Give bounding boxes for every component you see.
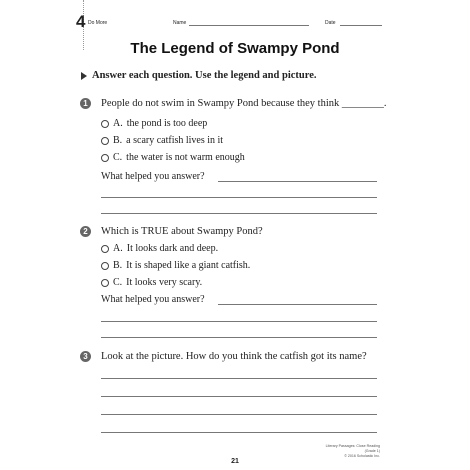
option-1b[interactable] xyxy=(101,135,223,146)
option-1c[interactable] xyxy=(101,152,245,163)
question-text: Look at the picture. How do you think the catfish got its name? xyxy=(101,351,367,362)
question-number-badge: 1 xyxy=(80,98,91,109)
answer-line[interactable] xyxy=(101,432,377,433)
option-letter: B. xyxy=(113,135,123,146)
option-2c[interactable] xyxy=(101,277,202,288)
option-text: It looks very scary. xyxy=(126,277,203,288)
question-number-badge: 2 xyxy=(80,226,91,237)
date-field-line[interactable] xyxy=(340,25,382,26)
option-letter: A. xyxy=(113,118,123,129)
radio-circle-icon[interactable] xyxy=(101,120,109,128)
radio-circle-icon[interactable] xyxy=(101,137,109,145)
option-1a[interactable] xyxy=(101,118,207,129)
page-number: 21 xyxy=(231,458,239,465)
radio-circle-icon[interactable] xyxy=(101,154,109,162)
option-letter: C. xyxy=(113,152,123,163)
name-field-line[interactable] xyxy=(189,25,309,26)
page-title: The Legend of Swampy Pond xyxy=(130,40,340,57)
option-text: a scary catfish lives in it xyxy=(126,135,224,146)
option-text: the water is not warm enough xyxy=(126,152,245,163)
copyright-line: © 2016 Scholastic Inc. xyxy=(344,454,380,458)
question-number-badge: 3 xyxy=(80,351,91,362)
answer-line[interactable] xyxy=(218,304,377,305)
arrow-right-icon xyxy=(81,72,87,80)
option-text: the pond is too deep xyxy=(126,118,208,129)
credit-line: Literary Passages: Close Reading (Grade 1) xyxy=(325,444,380,453)
instructions: Answer each question. Use the legend and picture. xyxy=(92,70,317,81)
option-text: It is shaped like a giant catfish. xyxy=(126,260,251,271)
question-text: Which is TRUE about Swampy Pond? xyxy=(101,226,263,237)
option-letter: B. xyxy=(113,260,123,271)
date-label: Date xyxy=(325,20,336,26)
question-text: People do not swim in Swampy Pond because they think ________. xyxy=(101,98,387,109)
answer-line[interactable] xyxy=(101,414,377,415)
lesson-tag: Do More xyxy=(88,20,108,26)
name-label: Name xyxy=(173,20,187,26)
answer-line[interactable] xyxy=(101,378,377,379)
lesson-number: 4 xyxy=(76,12,86,31)
radio-circle-icon[interactable] xyxy=(101,245,109,253)
option-letter: A. xyxy=(113,243,123,254)
answer-line[interactable] xyxy=(101,321,377,322)
option-2b[interactable] xyxy=(101,260,250,271)
answer-line[interactable] xyxy=(101,337,377,338)
option-text: It looks dark and deep. xyxy=(126,243,219,254)
answer-line[interactable] xyxy=(218,181,377,182)
followup-prompt: What helped you answer? xyxy=(101,171,205,182)
radio-circle-icon[interactable] xyxy=(101,279,109,287)
followup-prompt: What helped you answer? xyxy=(101,294,205,305)
answer-line[interactable] xyxy=(101,213,377,214)
answer-line[interactable] xyxy=(101,197,377,198)
option-letter: C. xyxy=(113,277,123,288)
credit-block xyxy=(320,444,380,459)
option-2a[interactable] xyxy=(101,243,218,254)
radio-circle-icon[interactable] xyxy=(101,262,109,270)
answer-line[interactable] xyxy=(101,396,377,397)
